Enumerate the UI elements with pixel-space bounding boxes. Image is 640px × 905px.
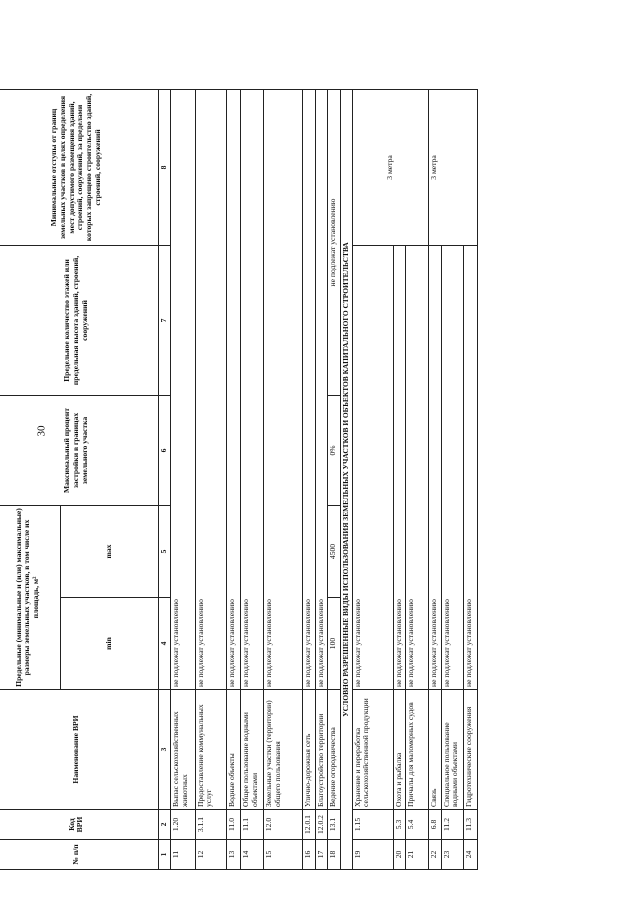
table-row [226, 89, 241, 869]
header-name: Наименование ВРИ [0, 690, 158, 810]
row-name: Гидротехнические сооружения [464, 690, 478, 810]
row-name: Предоставление коммунальных услуг [195, 690, 226, 810]
table-row [429, 89, 441, 869]
row-size: не подлежат установлению [394, 245, 406, 689]
row-code: 1.20 [170, 810, 195, 840]
col-number: 6 [158, 395, 170, 505]
row-size: не подлежат установлению [464, 245, 478, 689]
row-num: 23 [441, 840, 464, 870]
row-code: 12.0 [264, 810, 303, 840]
table-row [195, 89, 226, 869]
row-code: 6.8 [429, 810, 441, 840]
row-num: 19 [352, 840, 393, 870]
row-num: 20 [394, 840, 406, 870]
row-num: 21 [406, 840, 429, 870]
row-name: Водные объекты [226, 690, 241, 810]
row-code: 11.1 [241, 810, 264, 840]
header-code: Код ВРИ [0, 810, 158, 840]
row-name: Благоустройство территории [315, 690, 327, 810]
row-code: 12.0.1 [303, 810, 315, 840]
table-row [352, 89, 393, 869]
table-row [241, 89, 264, 869]
row-size: не подлежат установлению [441, 245, 464, 689]
row-name: Связь [429, 690, 441, 810]
row-code: 13.1 [328, 810, 340, 840]
row-code: 12.0.2 [315, 810, 327, 840]
col-number: 5 [158, 505, 170, 597]
row-percent: 0% [328, 395, 340, 505]
row-code: 1.15 [352, 810, 393, 840]
zoning-table [0, 89, 478, 870]
col-number: 8 [158, 89, 170, 245]
table-row [170, 89, 195, 869]
row-code: 5.4 [406, 810, 429, 840]
row-code: 3.1.1 [195, 810, 226, 840]
row-num: 24 [464, 840, 478, 870]
row-name: Охота и рыбалка [394, 690, 406, 810]
row-size: не подлежат установлению [170, 89, 195, 689]
row-num: 13 [226, 840, 241, 870]
row-name: Хранение и переработка сельскохозяйственной продукции [352, 690, 393, 810]
row-name: Ведение огородничества [328, 690, 340, 810]
row-size: не подлежат установлению [264, 89, 303, 689]
row-code: 5.3 [394, 810, 406, 840]
page-number: 30 [35, 425, 48, 437]
row-size: не подлежат установлению [303, 89, 315, 689]
row-size: не подлежат установлению [241, 89, 264, 689]
row-size: не подлежат установлению [315, 89, 327, 689]
row-num: 18 [328, 840, 340, 870]
header-floors: Предельное количество этажей или предельная высота зданий, строений, сооружений [0, 245, 158, 395]
row-min: 100 [328, 598, 340, 690]
header-num: № п/п [0, 840, 158, 870]
col-number: 4 [158, 598, 170, 690]
header-setback: Минимальные отступы от границ земельных участков в целях определения мест допустимого размещения зданий, строений, сооружений, за пределами которых запрещено строительство зданий, строений, сооружений [0, 89, 158, 245]
table-row [264, 89, 303, 869]
table-row [303, 89, 315, 869]
header-size-min: min [61, 598, 158, 690]
header-size: Предельные (минимальные и (или) максимальные) размеры земельных участков, в том числе их площадь, м² [0, 505, 61, 689]
header-percent: Максимальный процент застройки в границах земельного участка [0, 395, 158, 505]
row-name: Общее пользование водными объектами [241, 690, 264, 810]
row-num: 14 [241, 840, 264, 870]
row-size: не подлежат установлению [406, 245, 429, 689]
rotated-table-container [0, 90, 478, 870]
row-size: не подлежат установлению [352, 245, 393, 689]
col-number: 3 [158, 690, 170, 810]
row-code: 11.2 [441, 810, 464, 840]
row-code: 11.3 [464, 810, 478, 840]
row-num: 16 [303, 840, 315, 870]
row-name: Причалы для маломерных судов [406, 690, 429, 810]
row-name: Улично-дорожная сеть [303, 690, 315, 810]
row-name: Выпас сельскохозяйственных животных [170, 690, 195, 810]
setback-value: 3 метра [352, 89, 429, 245]
col-number: 7 [158, 245, 170, 395]
row-code: 11.0 [226, 810, 241, 840]
section-title: УСЛОВНО РАЗРЕШЕННЫЕ ВИДЫ ИСПОЛЬЗОВАНИЯ ЗЕМЕЛЬНЫХ УЧАСТКОВ И ОБЪЕКТОВ КАПИТАЛЬНОГО СТРОИТЕЛЬСТВА [340, 89, 352, 869]
setback-value: 3 метра [429, 89, 478, 245]
row-size: не подлежат установлению [429, 245, 441, 689]
row-num: 12 [195, 840, 226, 870]
col-number: 1 [158, 840, 170, 870]
row-name: Земельные участки (территории) общего пользования [264, 690, 303, 810]
row-num: 15 [264, 840, 303, 870]
row-max: 4500 [328, 505, 340, 597]
row-num: 22 [429, 840, 441, 870]
header-size-max: max [61, 505, 158, 597]
row-name: Специальное пользование водными объектами [441, 690, 464, 810]
row-num: 17 [315, 840, 327, 870]
col-number: 2 [158, 810, 170, 840]
row-size: не подлежат установлению [226, 89, 241, 689]
row-num: 11 [170, 840, 195, 870]
table-row [315, 89, 327, 869]
row-size: не подлежат установлению [195, 89, 226, 689]
row-rest: не подлежат установлению [328, 89, 340, 395]
table-row [328, 89, 340, 869]
